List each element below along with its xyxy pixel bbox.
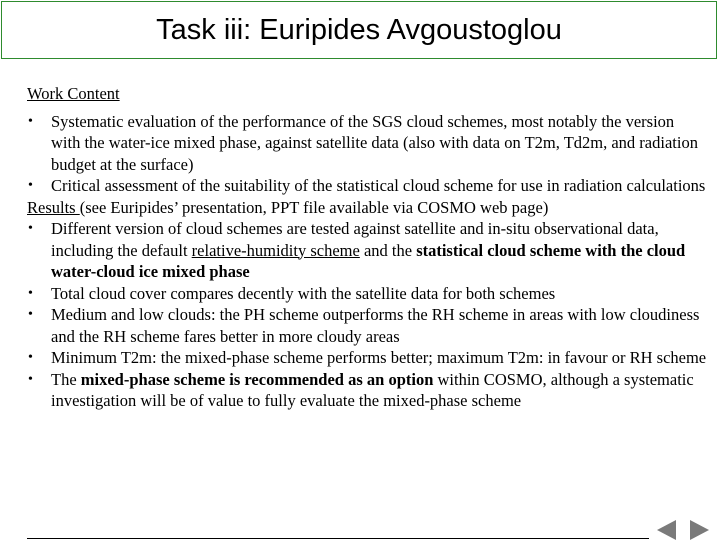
list-item	[27, 175, 707, 197]
bullet-text	[51, 219, 685, 281]
bullet-icon: •	[28, 350, 33, 365]
list-item	[27, 369, 707, 412]
slide-title: Task iii: Euripides Avgoustoglou	[156, 13, 562, 46]
bullet-icon: •	[28, 307, 33, 322]
triangle-left-icon[interactable]	[657, 520, 676, 540]
bullet-text	[51, 370, 694, 411]
title-box	[1, 1, 717, 59]
results-heading-label: Results	[27, 197, 80, 217]
list-item	[27, 304, 707, 347]
list-item	[27, 218, 707, 283]
bold-text-run: mixed-phase scheme is recommended as an option	[80, 369, 434, 389]
list-item	[27, 283, 707, 305]
slide-content	[27, 83, 707, 412]
bullet-icon: •	[28, 371, 33, 387]
text-run: The	[51, 369, 81, 389]
bullet-icon: •	[28, 113, 33, 129]
bullet-text: Medium and low clouds: the PH scheme outperforms the RH scheme in areas with low cloudiness and the RH scheme fares better in more cloudy areas	[51, 305, 700, 346]
bold-text-run: statistical cloud scheme with the cloud water-cloud ice mixed phase	[51, 240, 686, 281]
triangle-right-icon[interactable]	[690, 520, 709, 540]
bottom-divider	[27, 538, 649, 539]
text-run: within COSMO, although a systematic investigation will be of value to fully evaluate the mixed-phase scheme	[51, 369, 694, 410]
bullet-icon: •	[28, 285, 33, 301]
bullet-icon: •	[28, 221, 33, 236]
text-run: Different version of cloud schemes are tested against satellite and in-situ observational data, including the default	[51, 219, 659, 260]
work-content-heading: Work Content	[27, 84, 120, 103]
bullet-text: Total cloud cover compares decently with the satellite data for both schemes	[51, 283, 556, 303]
bullet-icon: •	[28, 178, 33, 193]
bullet-text: Systematic evaluation of the performance of the SGS cloud schemes, most notably the version with the water-ice mixed phase, against satellite data (also with data on T2m, Td2m, and radiation budget at the surface)	[51, 111, 698, 174]
results-heading-note: (see Euripides’ presentation, PPT file available via COSMO web page)	[79, 197, 549, 217]
bullet-text: Critical assessment of the suitability of the statistical cloud scheme for use in radiation calculations	[51, 176, 706, 195]
list-item	[27, 347, 707, 369]
list-item	[27, 111, 707, 176]
results-heading	[27, 197, 707, 219]
bullet-text: Minimum T2m: the mixed-phase scheme performs better; maximum T2m: in favour or RH scheme	[51, 348, 707, 367]
text-run: and the	[359, 240, 417, 260]
relative-humidity-link: relative-humidity scheme	[191, 240, 360, 260]
